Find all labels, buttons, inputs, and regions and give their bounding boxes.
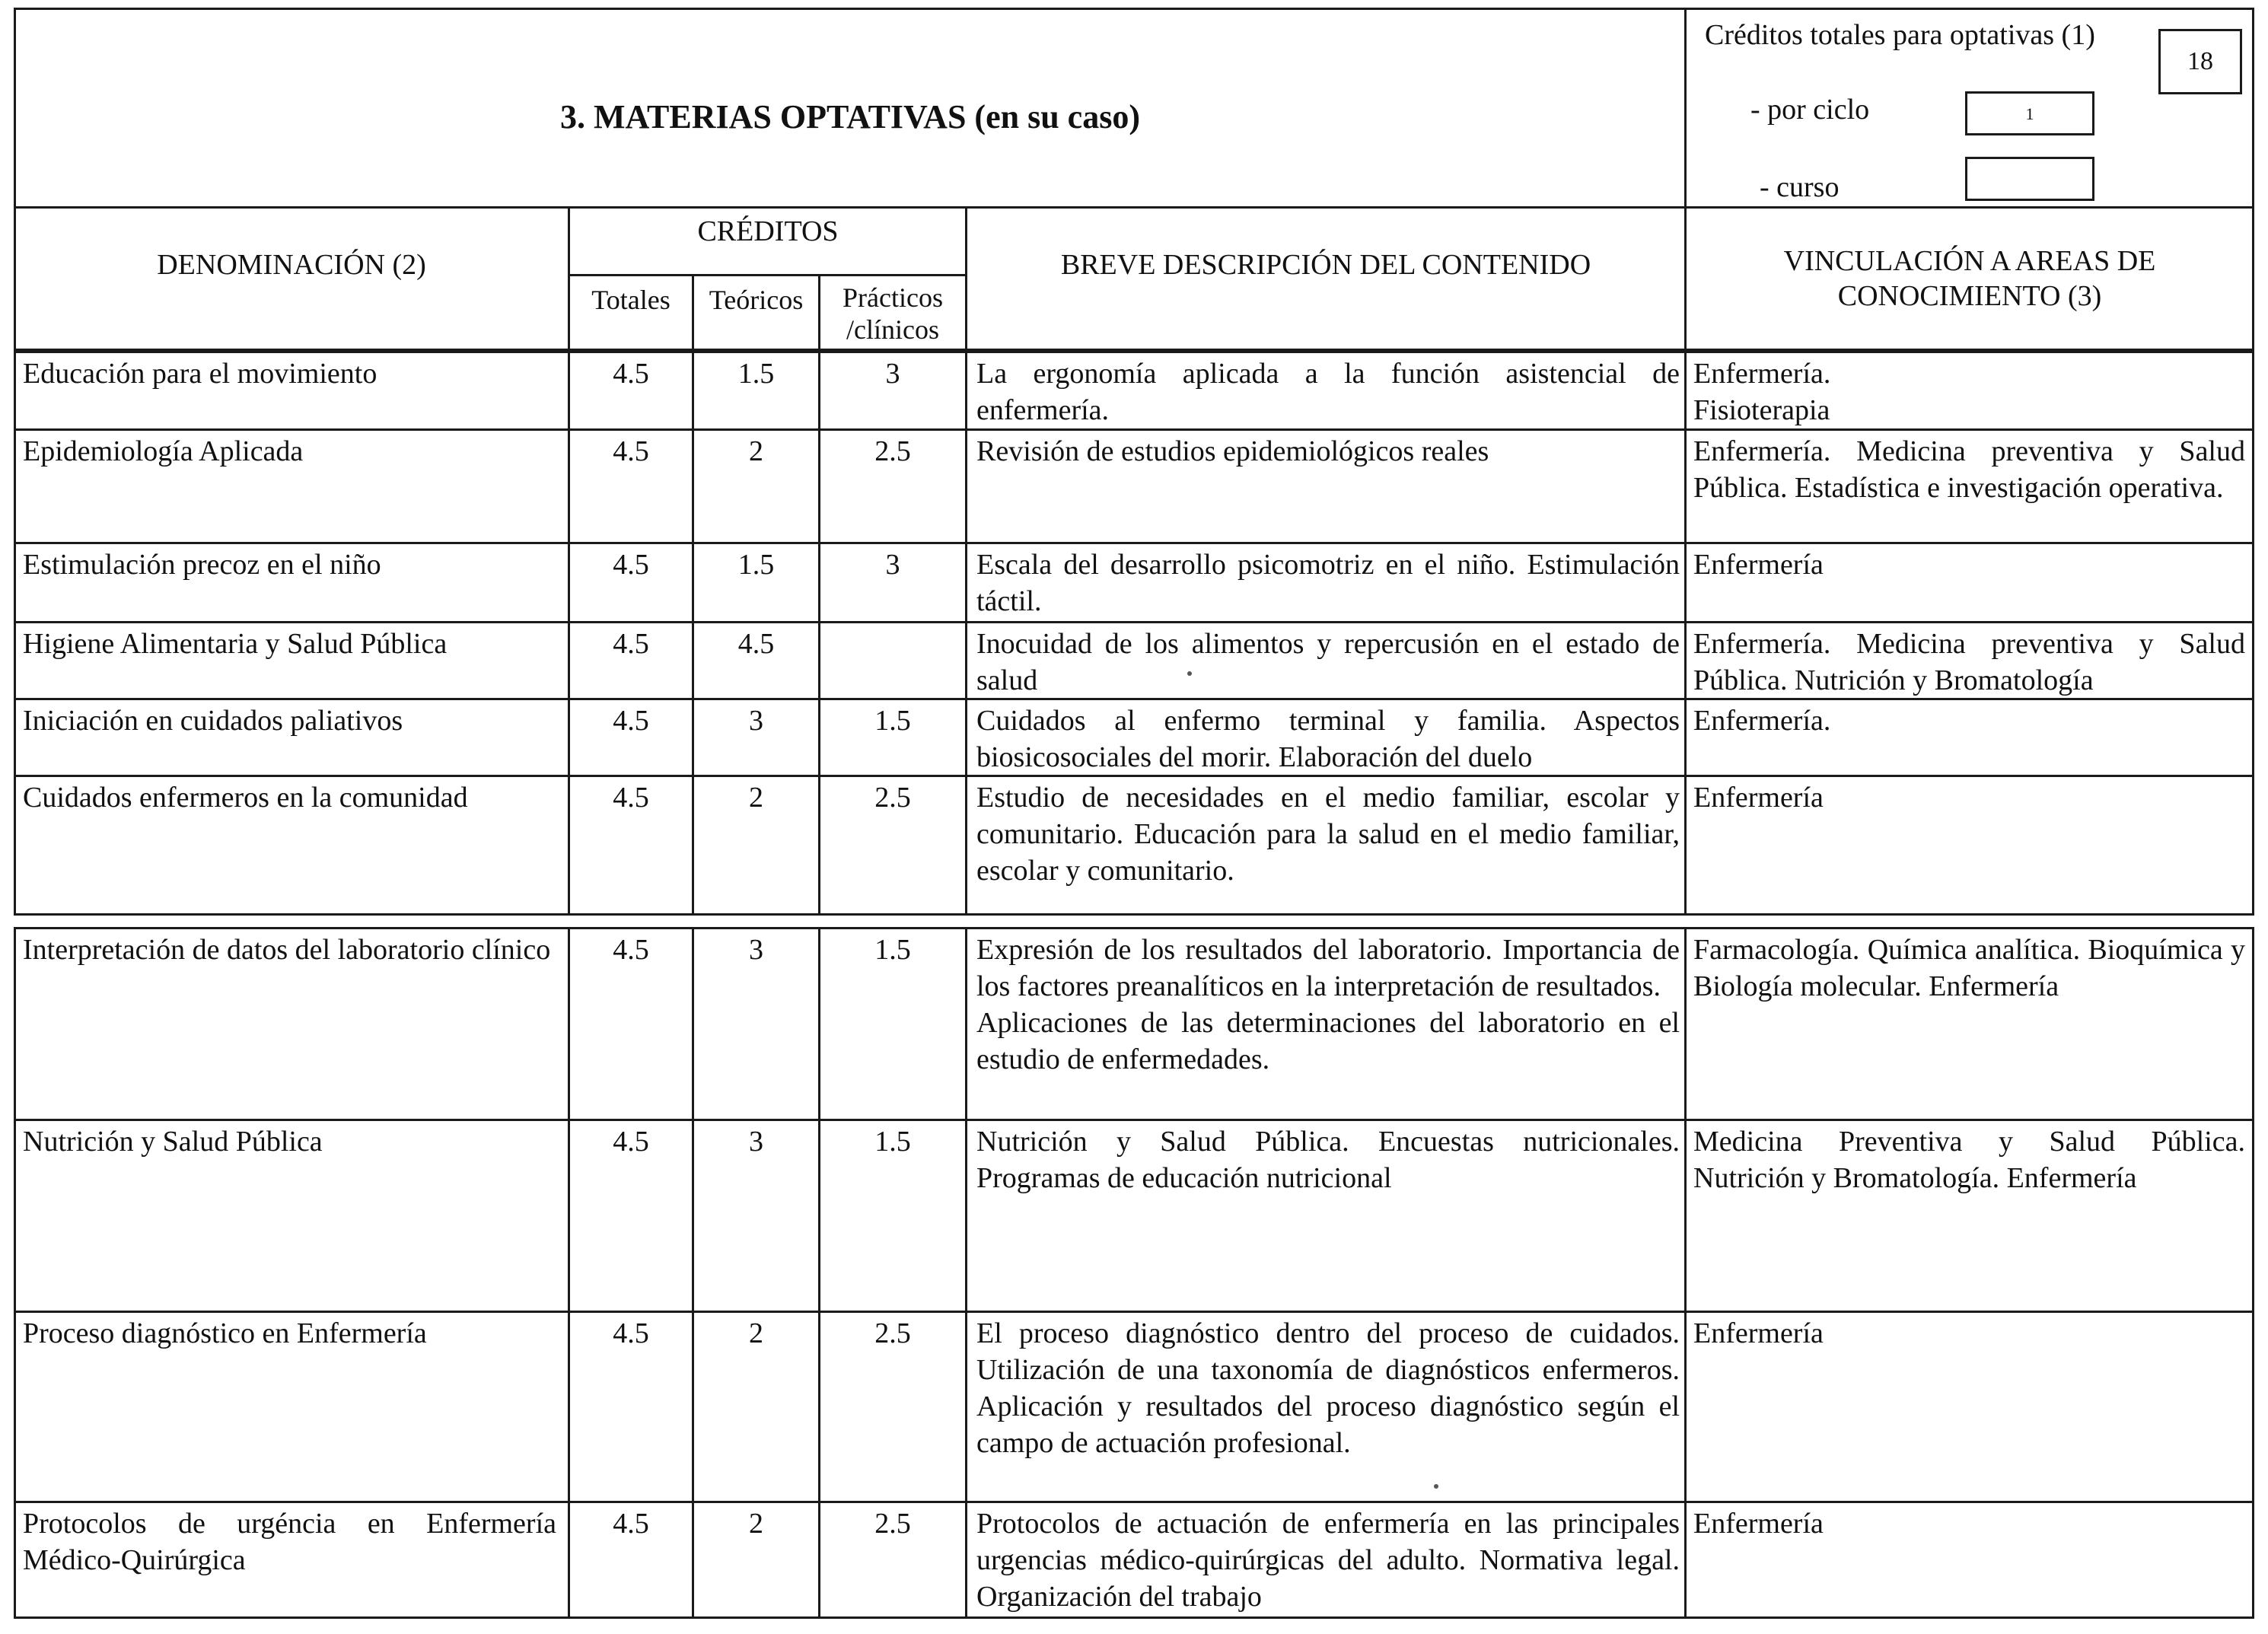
subject-description: Estudio de necesidades en el medio familiar, escolar y comunitario. Educación para la salud en el medio familiar, escolar y comunitario. xyxy=(976,782,1680,887)
credits-total: 4.5 xyxy=(613,549,649,581)
col-denominacion: DENOMINACIÓN (2) xyxy=(157,249,426,281)
knowledge-areas: Medicina Preventiva y Salud Pública. Nutrición y Bromatología. Enfermería xyxy=(1693,1126,2245,1194)
knowledge-areas: Farmacología. Química analítica. Bioquímica y Biología molecular. Enfermería xyxy=(1693,934,2245,1002)
credits-theory: 3 xyxy=(749,705,763,737)
subject-description: Nutrición y Salud Pública. Encuestas nutricionales. Programas de educación nutricional xyxy=(976,1126,1680,1194)
credits-total: 4.5 xyxy=(613,628,649,660)
table-cell xyxy=(818,621,967,700)
credits-practice: 2.5 xyxy=(874,435,911,467)
credits-total: 4.5 xyxy=(613,1126,649,1158)
credits-practice: 2.5 xyxy=(874,1317,911,1349)
col-teoricos: Teóricos xyxy=(709,285,804,315)
credits-theory: 2 xyxy=(749,435,763,467)
scan-mark xyxy=(1434,1484,1438,1489)
knowledge-areas: Enfermería xyxy=(1693,1317,1824,1349)
section-title-main: 3. MATERIAS OPTATIVAS xyxy=(560,98,967,135)
credits-theory: 2 xyxy=(749,1508,763,1540)
subject-description: El proceso diagnóstico dentro del proceso de cuidados. Utilización de una taxonomía de diagnósticos enfermeros. Aplicación y resultados del proceso diagnóstico según el campo de actuación profesional. xyxy=(976,1317,1680,1459)
subject-description: La ergonomía aplicada a la función asistencial de enfermería. xyxy=(976,358,1680,426)
credits-theory: 3 xyxy=(749,1126,763,1158)
study-plan-page xyxy=(14,8,2254,1623)
curso-box xyxy=(1965,157,2094,201)
subject-name: Cuidados enfermeros en la comunidad xyxy=(23,782,468,814)
subject-description: Escala del desarrollo psicomotriz en el niño. Estimulación táctil. xyxy=(976,549,1680,617)
knowledge-areas: Enfermería. Medicina preventiva y Salud Pública. Nutrición y Bromatología xyxy=(1693,628,2245,696)
section-title xyxy=(14,99,1687,135)
credits-practice: 3 xyxy=(885,549,900,581)
subject-name: Higiene Alimentaria y Salud Pública xyxy=(23,628,448,660)
credits-total: 4.5 xyxy=(613,435,649,467)
credits-practice: 1.5 xyxy=(874,705,911,737)
credits-theory: 1.5 xyxy=(737,549,775,581)
credits-practice: 1.5 xyxy=(874,934,911,966)
curso-label: - curso xyxy=(1760,171,1840,203)
col-descripcion: BREVE DESCRIPCIÓN DEL CONTENIDO xyxy=(1060,249,1591,281)
scan-mark xyxy=(1187,671,1192,676)
credits-practice: 2.5 xyxy=(874,1508,911,1540)
subject-name: Educación para el movimiento xyxy=(23,358,377,390)
credits-total: 4.5 xyxy=(613,934,649,966)
subject-name: Interpretación de datos del laboratorio clínico xyxy=(23,934,551,966)
subject-name: Protocolos de urgéncia en Enfermería Médico-Quirúrgica xyxy=(23,1508,556,1576)
knowledge-areas: Enfermería xyxy=(1693,782,1824,814)
por-ciclo-box: 1 xyxy=(1965,91,2094,135)
subject-description: Inocuidad de los alimentos y repercusión en el estado de salud xyxy=(976,628,1680,696)
credits-theory: 4.5 xyxy=(737,628,775,660)
subject-name: Epidemiología Aplicada xyxy=(23,435,304,467)
knowledge-areas: Enfermería. xyxy=(1693,705,1831,737)
credits-practice: 3 xyxy=(885,358,900,390)
credits-practice: 1.5 xyxy=(874,1126,911,1158)
section-title-suffix: (en su caso) xyxy=(974,98,1140,135)
subject-name: Estimulación precoz en el niño xyxy=(23,549,381,581)
knowledge-areas: Enfermería xyxy=(1693,549,1824,581)
credits-total: 4.5 xyxy=(613,1317,649,1349)
knowledge-areas: Enfermería xyxy=(1693,1508,1824,1540)
subject-description: Expresión de los resultados del laboratorio. Importancia de los factores preanalíticos en la interpretación de resultados. Aplicaciones de las determinaciones del laboratorio en el estudio de enfermedades. xyxy=(976,934,1680,1075)
col-totales: Totales xyxy=(591,285,671,315)
credits-total: 4.5 xyxy=(613,1508,649,1540)
credits-total: 4.5 xyxy=(613,358,649,390)
credits-theory: 2 xyxy=(749,782,763,814)
knowledge-areas: Enfermería. Fisioterapia xyxy=(1693,358,1831,426)
divider xyxy=(568,274,967,276)
por-ciclo-label: - por ciclo xyxy=(1750,94,1870,126)
credits-total: 4.5 xyxy=(613,782,649,814)
subject-description: Cuidados al enfermo terminal y familia. Aspectos biosicosociales del morir. Elaboración del duelo xyxy=(976,705,1680,773)
credits-practice: 2.5 xyxy=(874,782,911,814)
subject-name: Proceso diagnóstico en Enfermería xyxy=(23,1317,427,1349)
subject-name: Nutrición y Salud Pública xyxy=(23,1126,323,1158)
credits-total-box: 18 xyxy=(2158,29,2242,94)
credits-theory: 1.5 xyxy=(737,358,775,390)
subject-description: Revisión de estudios epidemiológicos reales xyxy=(976,435,1489,467)
credits-total: 4.5 xyxy=(613,705,649,737)
credits-label: Créditos totales para optativas (1) xyxy=(1705,19,2095,51)
col-practicos: Prácticos /clínicos xyxy=(843,282,943,345)
col-vinculacion: VINCULACIÓN A AREAS DE CONOCIMIENTO (3) xyxy=(1783,245,2156,312)
credits-theory: 2 xyxy=(749,1317,763,1349)
credits-theory: 3 xyxy=(749,934,763,966)
subject-description: Protocolos de actuación de enfermería en las principales urgencias médico-quirúrgicas del adulto. Normativa legal. Organización del trabajo xyxy=(976,1508,1680,1613)
subject-name: Iniciación en cuidados paliativos xyxy=(23,705,403,737)
col-creditos: CRÉDITOS xyxy=(697,215,839,247)
knowledge-areas: Enfermería. Medicina preventiva y Salud Pública. Estadística e investigación operativa. xyxy=(1693,435,2245,504)
